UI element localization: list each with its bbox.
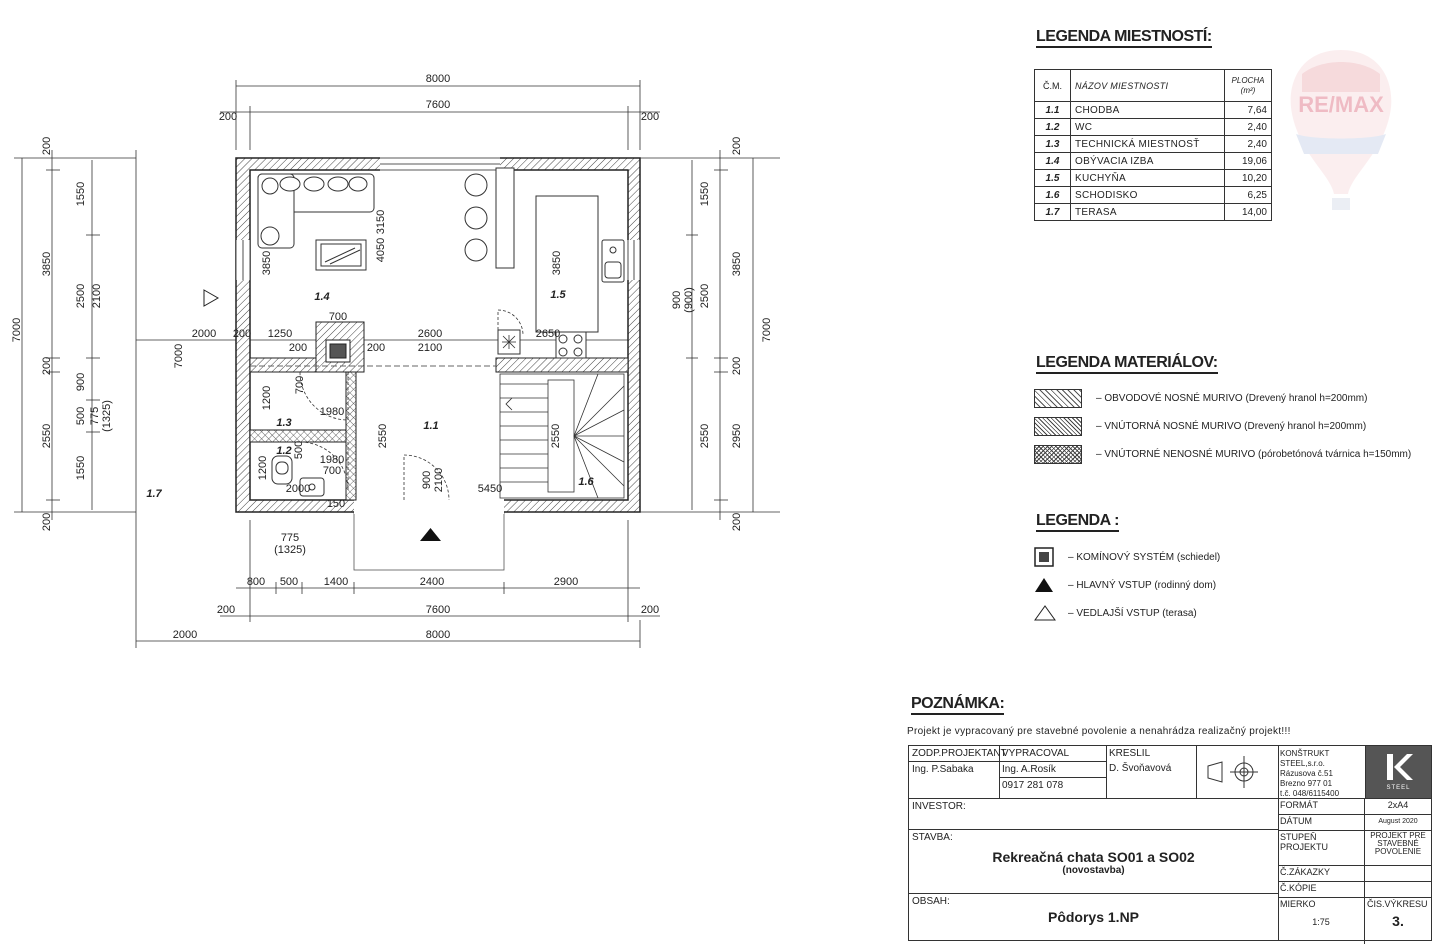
dim-left: (1325) (101, 400, 113, 432)
table-row (1035, 119, 1272, 136)
copy-label: Č.KÓPIE (1278, 882, 1365, 897)
scale-label: MIERKO (1280, 899, 1316, 909)
symbol-legend-title: LEGENDA : (1036, 512, 1119, 532)
company-cell (1278, 746, 1366, 798)
sheet-cell (1365, 898, 1431, 944)
dim-inner: 700 (322, 465, 342, 477)
dim-bottom-wall-right: 200 (640, 604, 660, 616)
drawn-label: VYPRACOVAL (999, 746, 1106, 762)
content-cell (909, 893, 1279, 941)
interior-wall-hatch-icon (1034, 417, 1082, 436)
dim-left: 2500 (75, 283, 87, 309)
format-label: FORMÁT (1278, 799, 1365, 814)
room-label: 1.1 (423, 420, 439, 432)
resp-cell (909, 746, 1007, 798)
room-num: 1.1 (1035, 102, 1071, 119)
room-area: 14,00 (1225, 204, 1272, 221)
stage-value: PROJEKT PRE STAVEBNÉ POVOLENIE (1370, 831, 1426, 856)
dim-left: 3850 (41, 251, 53, 277)
room-legend-table (1034, 69, 1272, 221)
room-name: SCHODISKO (1071, 187, 1225, 204)
scale-cell (1278, 898, 1365, 944)
dim-inner: 2100 (433, 467, 445, 493)
dim-right: 200 (731, 136, 743, 156)
dim-inner: 3850 (261, 250, 273, 276)
dim-right: 3850 (731, 251, 743, 277)
company-line: KONŠTRUKT STEEL,s.r.o. (1280, 749, 1330, 768)
drawn-phone: 0917 281 078 (1002, 780, 1064, 791)
draft-label: KRESLIL (1109, 748, 1151, 759)
main-entrance-icon (420, 528, 441, 541)
dim-inner: 2000 (191, 328, 217, 340)
symbol-legend-text: – KOMÍNOVÝ SYSTÉM (schiedel) (1068, 551, 1221, 563)
dim-right: 900 (671, 290, 683, 310)
room-num: 1.6 (1035, 187, 1071, 204)
dim-top-overall: 8000 (425, 73, 451, 85)
dim-inner: 775 (280, 532, 300, 544)
dim-right: 1550 (699, 181, 711, 207)
date-label: DÁTUM (1278, 815, 1365, 830)
partition-wall-crosshatch-icon (1034, 445, 1082, 464)
dim-inner: 1980 (319, 406, 345, 418)
room-name: WC (1071, 119, 1225, 136)
dim-left: 2100 (91, 283, 103, 309)
room-label: 1.4 (314, 291, 330, 303)
title-block (908, 745, 1432, 941)
material-legend-item (1034, 440, 1411, 468)
dim-inner: 2650 (535, 328, 561, 340)
dim-left: 200 (41, 512, 53, 532)
resp-name: Ing. P.Sabaka (912, 764, 974, 775)
table-row (1035, 187, 1272, 204)
format-value: 2xA4 (1387, 800, 1409, 810)
dim-left: 7000 (11, 317, 23, 343)
steel-logo (1366, 746, 1431, 798)
dim-left: 200 (41, 136, 53, 156)
room-area: 2,40 (1225, 136, 1272, 153)
dim-inner: 3850 (551, 250, 563, 276)
dim-inner: 5450 (477, 483, 503, 495)
room-label: 1.6 (578, 476, 594, 488)
room-legend-title-wrap (1036, 28, 1212, 48)
room-name: TERASA (1071, 204, 1225, 221)
chimney-icon (1034, 547, 1054, 567)
dim-inner: 4050 (375, 237, 387, 263)
room-label: 1.2 (276, 445, 292, 457)
room-num: 1.5 (1035, 170, 1071, 187)
dim-bottom-wall-left: 200 (216, 604, 236, 616)
symbol-legend-text: – HLAVNÝ VSTUP (rodinný dom) (1068, 579, 1217, 591)
symbol-legend (1034, 543, 1220, 627)
dim-inner: 700 (328, 311, 348, 323)
symbol-legend-item (1034, 543, 1220, 571)
table-row (1035, 136, 1272, 153)
table-row (1035, 204, 1272, 221)
meta-grid (1278, 798, 1431, 944)
material-legend-title: LEGENDA MATERIÁLOV: (1036, 354, 1218, 374)
floor-plan (0, 0, 860, 660)
room-num: 1.7 (1035, 204, 1071, 221)
dim-inner: 150 (326, 498, 346, 510)
dim-right: (900) (683, 287, 695, 313)
building-value: Rekreačná chata SO01 a SO02 (992, 849, 1195, 865)
dim-inner: 500 (293, 440, 305, 460)
symbol-legend-item (1034, 599, 1220, 627)
dim-inner: 7000 (173, 343, 185, 369)
staircase (500, 374, 624, 498)
remax-logo (1282, 44, 1400, 214)
scale-value: 1:75 (1312, 917, 1330, 927)
dim-top-inner: 7600 (425, 99, 451, 111)
exterior-wall-hatch-icon (1034, 389, 1082, 408)
dim-bottom-inner: 7600 (425, 604, 451, 616)
room-legend-title: LEGENDA MIESTNOSTÍ: (1036, 28, 1212, 48)
note-text: Projekt je vypracovaný pre stavebné povolenie a nenahrádza realizačný projekt!!! (907, 726, 1291, 737)
investor-cell (909, 798, 1279, 830)
material-legend-text: – VNÚTORNÉ NENOSNÉ MURIVO (pórobetónová tvárnica h=150mm) (1096, 448, 1412, 460)
dim-inner: (1325) (274, 544, 306, 556)
projection-symbol-icon (1196, 746, 1279, 798)
dim-inner: 1200 (257, 455, 269, 481)
dim-bottom-terrace: 2000 (172, 629, 198, 641)
company-line: Brezno 977 01 (1280, 779, 1333, 788)
room-label: 1.3 (276, 417, 292, 429)
note-title-wrap (911, 695, 1004, 715)
col-header-name: NÁZOV MIESTNOSTI (1071, 70, 1225, 102)
dim-bottom-seg: 800 (246, 576, 266, 588)
table-row (1035, 153, 1272, 170)
col-header-area-line2: (m²) (1240, 85, 1256, 95)
dim-bottom-overall: 8000 (425, 629, 451, 641)
dim-bottom-seg: 2900 (553, 576, 579, 588)
material-legend-text: – VNÚTORNÁ NOSNÉ MURIVO (Drevený hranol h=200mm) (1096, 420, 1367, 432)
room-label: 1.7 (146, 488, 162, 500)
company-line: Rázusova č.51 (1280, 769, 1333, 778)
dim-top-wall-left: 200 (218, 111, 238, 123)
room-label: 1.5 (550, 289, 566, 301)
dim-top-wall-right: 200 (640, 111, 660, 123)
dim-inner: 2000 (285, 483, 311, 495)
dim-left: 900 (75, 372, 87, 392)
remax-logo-text: RE/MAX (1298, 92, 1384, 117)
company-line: t.č. 048/6115400 (1280, 789, 1340, 798)
building-cell (909, 829, 1279, 894)
sheet-value: 3. (1392, 913, 1404, 929)
dim-inner: 1980 (319, 454, 345, 466)
dim-right: 2550 (699, 423, 711, 449)
col-header-area-line1: PLOCHA (1231, 75, 1265, 85)
drawn-name: Ing. A.Rosík (999, 762, 1106, 778)
outline-triangle-icon (1034, 604, 1056, 622)
resp-label: ZODP.PROJEKTANT (909, 746, 999, 762)
room-area: 10,20 (1225, 170, 1272, 187)
symbol-legend-text: – VEDLAJŠÍ VSTUP (terasa) (1068, 607, 1197, 619)
material-legend-item (1034, 412, 1411, 440)
side-entrance-icon (204, 290, 218, 306)
room-num: 1.3 (1035, 136, 1071, 153)
dim-inner: 200 (288, 342, 308, 354)
room-name: TECHNICKÁ MIESTNOSŤ (1071, 136, 1225, 153)
dim-right: 200 (731, 512, 743, 532)
room-num: 1.4 (1035, 153, 1071, 170)
room-area: 2,40 (1225, 119, 1272, 136)
dim-right: 2950 (731, 423, 743, 449)
room-num: 1.2 (1035, 119, 1071, 136)
balloon-icon (1282, 44, 1400, 214)
material-legend (1034, 384, 1411, 468)
dim-inner: 900 (421, 470, 433, 490)
dim-inner: 200 (366, 342, 386, 354)
content-label: OBSAH: (912, 896, 950, 907)
dim-right: 7000 (761, 317, 773, 343)
room-area: 6,25 (1225, 187, 1272, 204)
material-legend-item (1034, 384, 1411, 412)
dim-right: 2500 (699, 283, 711, 309)
material-legend-title-wrap (1036, 354, 1218, 374)
stage-label: STUPEŇ PROJEKTU (1278, 831, 1365, 865)
col-header-num: Č.M. (1035, 70, 1071, 102)
dim-inner: 3150 (375, 209, 387, 235)
dim-left: 1550 (75, 181, 87, 207)
dim-inner: 2100 (417, 342, 443, 354)
draft-cell (1106, 746, 1197, 798)
content-value: Pôdorys 1.NP (1047, 909, 1140, 925)
k-logo-icon (1385, 752, 1413, 782)
dim-bottom-seg: 500 (279, 576, 299, 588)
dim-inner: 2550 (377, 423, 389, 449)
room-name: KUCHYŇA (1071, 170, 1225, 187)
symbol-legend-title-wrap (1036, 512, 1119, 532)
dim-inner: 2550 (550, 423, 562, 449)
symbol-legend-item (1034, 571, 1220, 599)
sheet-label: ČIS.VÝKRESU (1367, 899, 1428, 909)
dim-left: 2550 (41, 423, 53, 449)
note-title: POZNÁMKA: (911, 695, 1004, 715)
building-label: STAVBA: (912, 832, 953, 843)
order-label: Č.ZÁKAZKY (1278, 866, 1365, 881)
dim-left: 775 (89, 406, 101, 426)
table-row (1035, 102, 1272, 119)
draft-name: D. Švoňavová (1109, 763, 1172, 774)
dim-left: 200 (41, 356, 53, 376)
room-area: 19,06 (1225, 153, 1272, 170)
investor-label: INVESTOR: (912, 801, 966, 812)
decor-fan-icon (502, 335, 516, 349)
drawn-cell (999, 746, 1107, 798)
filled-triangle-icon (1034, 576, 1054, 594)
col-header-area (1225, 70, 1272, 102)
dim-left: 1550 (75, 455, 87, 481)
steel-logo-text: STEEL (1386, 785, 1411, 791)
dim-bottom-seg: 1400 (323, 576, 349, 588)
dim-right: 200 (731, 356, 743, 376)
dim-inner: 200 (232, 328, 252, 340)
dim-inner: 1200 (261, 385, 273, 411)
building-sub: (novostavba) (1062, 865, 1125, 876)
table-row (1035, 170, 1272, 187)
dim-inner: 1250 (267, 328, 293, 340)
material-legend-text: – OBVODOVÉ NOSNÉ MURIVO (Drevený hranol h=200mm) (1096, 392, 1368, 404)
dim-left: 500 (75, 406, 87, 426)
room-name: OBÝVACIA IZBA (1071, 153, 1225, 170)
dim-inner: 700 (294, 375, 306, 395)
room-area: 7,64 (1225, 102, 1272, 119)
room-name: CHODBA (1071, 102, 1225, 119)
dim-inner: 2600 (417, 328, 443, 340)
dim-bottom-seg: 2400 (419, 576, 445, 588)
date-value: August 2020 (1378, 818, 1418, 825)
